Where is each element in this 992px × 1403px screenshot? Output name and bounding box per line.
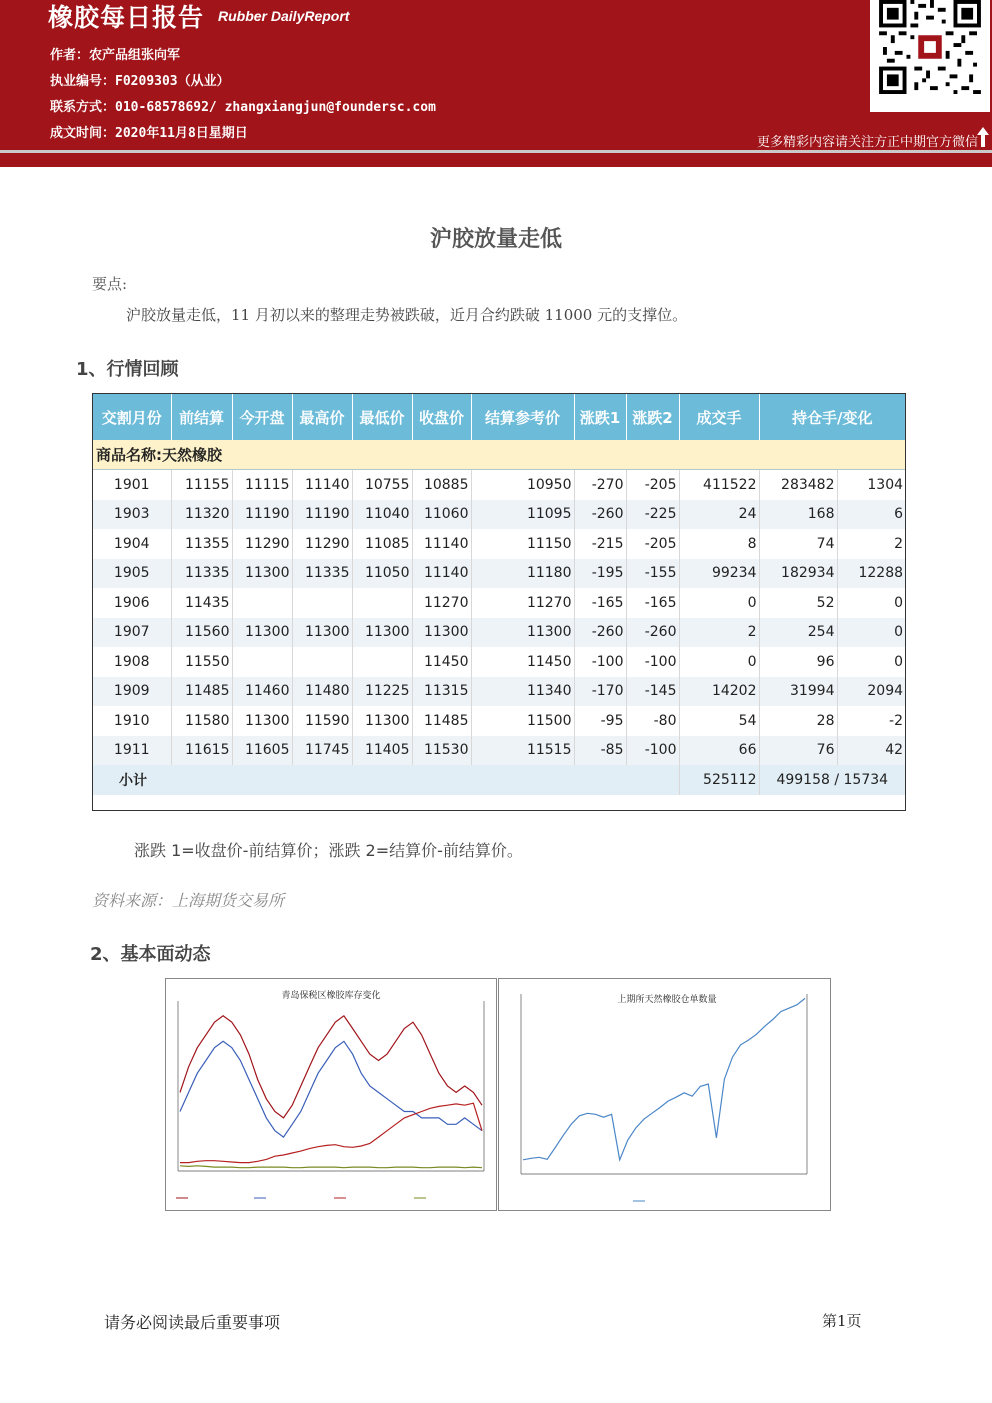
table-cell: 11095	[471, 500, 574, 530]
table-cell: 0	[679, 588, 759, 618]
report-title-cn: 橡胶每日报告	[48, 3, 205, 32]
table-cell: 66	[679, 736, 759, 766]
document-title: 沪胶放量走低	[429, 227, 562, 252]
table-cell	[352, 588, 412, 618]
table-cell	[292, 588, 352, 618]
table-cell: 28	[759, 706, 837, 736]
table-cell	[232, 647, 292, 677]
table-cell: 0	[679, 647, 759, 677]
col-header: 今开盘	[232, 394, 292, 440]
col-header: 最低价	[352, 394, 412, 440]
table-row	[93, 588, 905, 618]
series-line-3	[180, 1166, 482, 1168]
table-cell: 76	[759, 736, 837, 766]
table-row	[93, 647, 905, 677]
table-cell: 11225	[352, 677, 412, 707]
subtotal-row	[93, 765, 905, 795]
table-cell: -165	[626, 588, 679, 618]
col-header: 成交手	[679, 394, 759, 440]
table-row	[93, 559, 905, 589]
table-cell: 11050	[352, 559, 412, 589]
keypoints-label: 要点:	[92, 275, 128, 293]
chart-title: 上期所天然橡胶仓单数量	[617, 995, 717, 1005]
table-cell: 10950	[471, 470, 574, 500]
contract-month-cell: 1909	[93, 677, 171, 707]
table-cell: 11155	[171, 470, 232, 500]
table-cell: 182934	[759, 559, 837, 589]
table-cell: -145	[626, 677, 679, 707]
table-cell: 11460	[232, 677, 292, 707]
license-line	[50, 70, 230, 89]
table-cell: 10755	[352, 470, 412, 500]
table-cell: 96	[759, 647, 837, 677]
table-cell: 11150	[471, 529, 574, 559]
table-cell: 11485	[171, 677, 232, 707]
table-cell: 254	[759, 618, 837, 648]
table-cell: 11300	[232, 559, 292, 589]
table-cell: 168	[759, 500, 837, 530]
arrow-up-icon	[976, 126, 990, 148]
table-cell: 11140	[412, 559, 471, 589]
table-cell: 11450	[412, 647, 471, 677]
table-cell: 2	[679, 618, 759, 648]
table-cell: 11180	[471, 559, 574, 589]
col-header: 涨跌2	[626, 394, 679, 440]
table-cell: 0	[837, 618, 905, 648]
table-row	[93, 618, 905, 648]
date-line	[50, 122, 248, 141]
table-cell: 54	[679, 706, 759, 736]
market-data-table	[93, 394, 905, 795]
table-cell: 2	[894, 535, 904, 552]
table-cell	[292, 647, 352, 677]
qr-code-box	[870, 0, 990, 112]
table-row	[93, 529, 905, 559]
table-cell: -215	[574, 529, 626, 559]
table-cell: 11270	[412, 588, 471, 618]
report-header	[0, 0, 992, 157]
table-cell: 11615	[171, 736, 232, 766]
table-cell: 0	[894, 653, 904, 670]
table-cell: 11300	[292, 618, 352, 648]
table-cell: 11500	[471, 706, 574, 736]
author-label: 作者：	[50, 48, 90, 63]
table-cell: 11190	[292, 500, 352, 530]
col-header: 交割月份	[93, 394, 171, 440]
table-cell: 1304	[867, 476, 904, 493]
table-cell: -205	[626, 470, 679, 500]
table-cell: 11300	[232, 706, 292, 736]
table-cell: 12288	[837, 559, 905, 589]
table-cell: -205	[626, 529, 679, 559]
table-row	[93, 500, 905, 530]
table-cell: 411522	[679, 470, 759, 500]
table-cell	[232, 588, 292, 618]
page-number: 第1页	[822, 1312, 862, 1330]
table-cell: 11550	[171, 647, 232, 677]
col-header: 持仓手/变化	[759, 394, 905, 440]
table-cell: -100	[574, 647, 626, 677]
table-cell: 11485	[412, 706, 471, 736]
table-row	[93, 470, 905, 500]
table-cell: -170	[574, 677, 626, 707]
section-heading-fundamentals: 2、基本面动态	[90, 944, 211, 965]
subtotal-volume: 525112	[679, 765, 759, 795]
table-cell: 11300	[412, 618, 471, 648]
table-cell: -155	[626, 559, 679, 589]
header-bottom-band	[0, 157, 992, 167]
table-cell: -85	[574, 736, 626, 766]
table-cell: -225	[626, 500, 679, 530]
chart-shfe-warrants	[498, 978, 831, 1211]
contract-month-cell: 1905	[93, 559, 171, 589]
table-row	[93, 706, 905, 736]
table-cell: 11435	[171, 588, 232, 618]
table-cell: 11115	[232, 470, 292, 500]
table-header-row	[93, 394, 905, 440]
table-cell: -100	[626, 647, 679, 677]
table-cell: 11340	[471, 677, 574, 707]
table-cell: 11320	[171, 500, 232, 530]
table-row	[93, 677, 905, 707]
chart-shfe-warrants-svg	[499, 979, 830, 1210]
contract-month-cell: 1910	[93, 706, 171, 736]
series-line-0	[180, 1016, 482, 1118]
col-header: 涨跌1	[574, 394, 626, 440]
table-cell: 11315	[412, 677, 471, 707]
contract-month-cell: 1907	[93, 618, 171, 648]
contract-month-cell: 1908	[93, 647, 171, 677]
table-cell: 11300	[232, 618, 292, 648]
table-cell: 11140	[292, 470, 352, 500]
table-cell: 11290	[292, 529, 352, 559]
contact-label: 联系方式：	[50, 100, 116, 115]
table-cell: 11085	[352, 529, 412, 559]
table-cell: -270	[574, 470, 626, 500]
table-cell: -195	[574, 559, 626, 589]
table-cell: -100	[626, 736, 679, 766]
series-line-2	[180, 1103, 482, 1162]
col-header: 收盘价	[412, 394, 471, 440]
table-cell: 11290	[232, 529, 292, 559]
table-cell: 52	[759, 588, 837, 618]
report-date: 2020年11月8日星期日	[115, 126, 248, 141]
table-cell: 11515	[471, 736, 574, 766]
table-cell: 11335	[171, 559, 232, 589]
table-cell: 11300	[352, 618, 412, 648]
table-cell: 8	[679, 529, 759, 559]
contract-month-cell: 1903	[93, 500, 171, 530]
subtotal-label: 小计	[93, 765, 679, 795]
table-cell: 283482	[759, 470, 837, 500]
table-cell: -260	[626, 618, 679, 648]
section-heading-market-review: 1、行情回顾	[76, 359, 179, 380]
table-cell: -80	[626, 706, 679, 736]
table-cell: 11300	[352, 706, 412, 736]
col-header: 结算参考价	[471, 394, 574, 440]
table-cell	[352, 647, 412, 677]
table-cell: 11335	[292, 559, 352, 589]
table-cell: 74	[759, 529, 837, 559]
table-cell: 11580	[171, 706, 232, 736]
table-row	[93, 736, 905, 766]
table-cell: 11270	[471, 588, 574, 618]
contract-month-cell: 1906	[93, 588, 171, 618]
table-cell: 99234	[679, 559, 759, 589]
chart-qingdao-inventory	[165, 978, 497, 1211]
contract-month-cell: 1901	[93, 470, 171, 500]
table-cell: -95	[574, 706, 626, 736]
table-cell: 11590	[292, 706, 352, 736]
table-cell: 42	[837, 736, 905, 766]
table-cell: 11060	[412, 500, 471, 530]
subtotal-open-interest: 499158 / 15734	[759, 765, 905, 795]
table-cell: 11140	[412, 529, 471, 559]
table-cell: 11300	[471, 618, 574, 648]
license-number: F0209303（从业）	[115, 74, 230, 89]
qr-code-icon	[878, 0, 982, 94]
table-cell: 11405	[352, 736, 412, 766]
table-cell: 11560	[171, 618, 232, 648]
contract-month-cell: 1904	[93, 529, 171, 559]
table-note: 涨跌 1=收盘价-前结算价；涨跌 2=结算价-前结算价。	[134, 841, 523, 860]
series-line-0	[523, 998, 805, 1159]
table-cell: 11450	[471, 647, 574, 677]
category-label: 商品名称:天然橡胶	[93, 440, 905, 470]
data-source: 资料来源：上海期货交易所	[92, 891, 285, 910]
table-cell: 31994	[759, 677, 837, 707]
header-divider	[0, 150, 992, 153]
chart-title: 青岛保税区橡胶库存变化	[281, 991, 381, 1001]
table-cell: 11605	[232, 736, 292, 766]
table-cell: 10885	[412, 470, 471, 500]
table-cell: 11190	[232, 500, 292, 530]
contract-month-cell: 1911	[93, 736, 171, 766]
table-cell: 14202	[679, 677, 759, 707]
wechat-follow-text: 更多精彩内容请关注方正中期官方微信	[756, 135, 978, 150]
table-cell: 11530	[412, 736, 471, 766]
table-cell: -2	[889, 712, 904, 729]
table-cell: 11745	[292, 736, 352, 766]
date-label: 成文时间：	[50, 126, 116, 141]
contact-info: 010-68578692/ zhangxiangjun@foundersc.com	[115, 100, 436, 115]
table-cell: 11040	[352, 500, 412, 530]
table-cell: 11480	[292, 677, 352, 707]
license-label: 执业编号：	[50, 74, 116, 89]
table-cell: 2094	[837, 677, 905, 707]
table-cell: 0	[894, 594, 904, 611]
col-header: 前结算	[171, 394, 232, 440]
market-table	[92, 393, 906, 811]
author-line	[50, 44, 180, 63]
table-cell: -165	[574, 588, 626, 618]
table-cell: 24	[679, 500, 759, 530]
chart-qingdao-inventory-svg	[166, 979, 496, 1210]
series-line-1	[180, 1041, 482, 1137]
col-header: 最高价	[292, 394, 352, 440]
author-name: 农产品组张向军	[89, 48, 181, 63]
keypoints-text: 沪胶放量走低，11 月初以来的整理走势被跌破，近月合约跌破 11000 元的支撑位。	[126, 306, 688, 324]
contact-line	[50, 96, 436, 115]
footer-disclaimer: 请务必阅读最后重要事项	[104, 1313, 281, 1332]
category-row	[93, 440, 905, 470]
table-cell: -260	[574, 618, 626, 648]
report-title-en: Rubber DailyReport	[218, 8, 350, 24]
table-cell: -260	[574, 500, 626, 530]
table-cell: 6	[837, 500, 905, 530]
table-cell: 11355	[171, 529, 232, 559]
